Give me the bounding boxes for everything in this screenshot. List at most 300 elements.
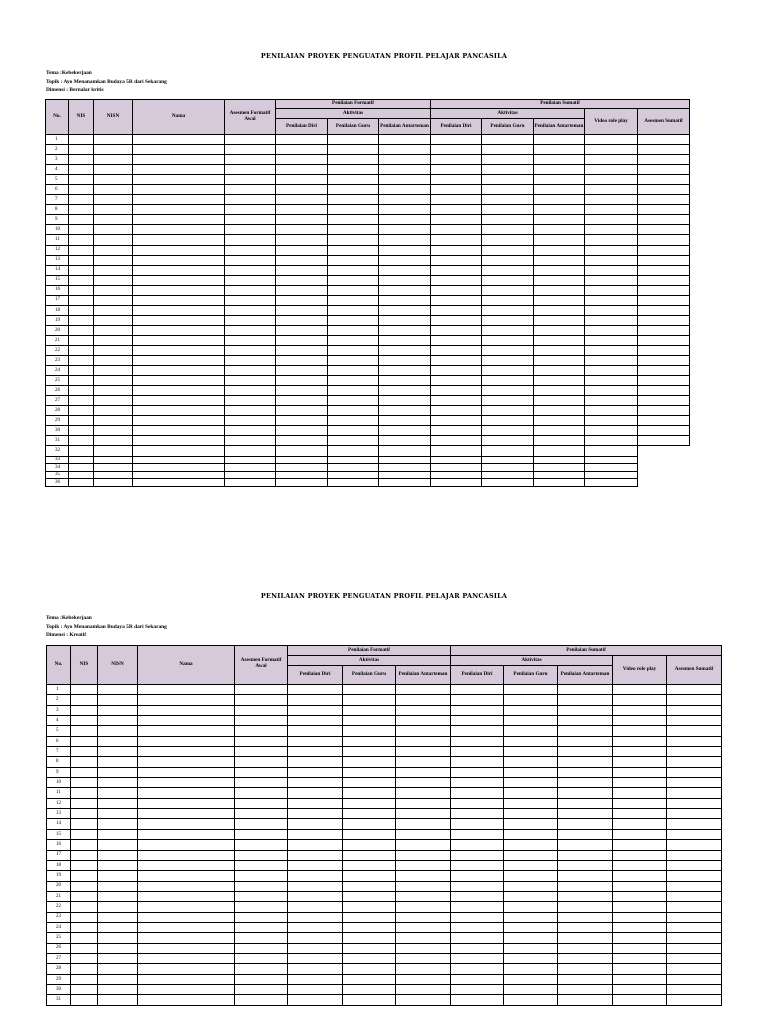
table-cell (638, 376, 690, 386)
table-cell (482, 155, 534, 165)
table-cell (235, 726, 288, 736)
table-cell (534, 235, 585, 245)
table-cell (69, 265, 94, 275)
table-cell (585, 456, 638, 464)
table-cell (225, 446, 276, 456)
table-cell (667, 912, 722, 922)
table-cell (276, 406, 328, 416)
table-cell (288, 860, 343, 870)
table-cell (133, 155, 225, 165)
table-cell (276, 165, 328, 175)
table-cell (379, 366, 431, 376)
row-number: 32 (46, 446, 69, 456)
header-penilaian-sumatif: Penilaian Sumatif (431, 100, 690, 109)
header-nisn: NISN (98, 646, 138, 685)
table-cell (638, 165, 690, 175)
table-cell (288, 695, 343, 705)
table-cell (667, 871, 722, 881)
table-cell (667, 736, 722, 746)
header-penilaian-diri: Penilaian Diri (276, 119, 328, 135)
table-cell (379, 205, 431, 215)
table-cell (94, 295, 133, 305)
table-row (46, 335, 690, 345)
table-cell (613, 850, 667, 860)
row-number: 14 (47, 819, 71, 829)
table-cell (613, 716, 667, 726)
table-cell (133, 479, 225, 487)
table-cell (288, 767, 343, 777)
header-penilaian-sumatif: Penilaian Sumatif (451, 646, 722, 656)
table-cell (94, 315, 133, 325)
table-cell (613, 953, 667, 963)
table-cell (276, 235, 328, 245)
table-cell (94, 175, 133, 185)
table-cell (379, 295, 431, 305)
table-cell (69, 456, 94, 464)
table-cell (504, 747, 558, 757)
table-row (47, 798, 722, 808)
table-cell (396, 757, 451, 767)
row-number: 31 (47, 995, 71, 1005)
table-cell (613, 798, 667, 808)
table-cell (276, 185, 328, 195)
row-number: 1 (46, 135, 69, 145)
table-cell (482, 295, 534, 305)
table-cell (288, 902, 343, 912)
table-cell (431, 471, 482, 479)
table-cell (638, 335, 690, 345)
table-cell (235, 953, 288, 963)
table-cell (638, 464, 690, 472)
table-cell (558, 840, 613, 850)
table-cell (431, 205, 482, 215)
table-row (47, 860, 722, 870)
table-cell (71, 767, 98, 777)
table-cell (133, 386, 225, 396)
row-number: 26 (47, 943, 71, 953)
table-cell (343, 871, 396, 881)
table-cell (71, 902, 98, 912)
table-cell (328, 386, 379, 396)
table-cell (585, 225, 638, 235)
table-cell (225, 416, 276, 426)
table-cell (98, 912, 138, 922)
table-cell (534, 356, 585, 366)
table-row (47, 778, 722, 788)
table-cell (71, 747, 98, 757)
table-cell (98, 850, 138, 860)
table-cell (138, 829, 235, 839)
dimensi-label: Dimensi : Bernalar kritis (46, 87, 104, 94)
table-cell (288, 953, 343, 963)
table-cell (534, 464, 585, 472)
table-cell (482, 479, 534, 487)
table-cell (451, 798, 504, 808)
table-cell (638, 175, 690, 185)
table-cell (94, 215, 133, 225)
table-cell (431, 235, 482, 245)
table-cell (534, 305, 585, 315)
table-cell (482, 436, 534, 446)
table-cell (585, 215, 638, 225)
table-cell (71, 964, 98, 974)
row-number: 28 (47, 964, 71, 974)
table-cell (235, 767, 288, 777)
table-cell (504, 685, 558, 695)
table-cell (558, 705, 613, 715)
table-row (47, 953, 722, 963)
row-number: 25 (46, 376, 69, 386)
table-cell (225, 335, 276, 345)
table-cell (585, 426, 638, 436)
table-cell (558, 933, 613, 943)
table-cell (276, 155, 328, 165)
table-cell (225, 396, 276, 406)
table-cell (638, 446, 690, 456)
table-cell (379, 426, 431, 436)
table-cell (276, 356, 328, 366)
table-cell (98, 943, 138, 953)
table-cell (396, 953, 451, 963)
row-number: 16 (47, 840, 71, 850)
table-cell (343, 933, 396, 943)
table-row (47, 850, 722, 860)
table-cell (71, 757, 98, 767)
table-cell (379, 446, 431, 456)
table-cell (235, 705, 288, 715)
table-cell (138, 995, 235, 1005)
table-cell (133, 145, 225, 155)
table-row (47, 685, 722, 695)
table-cell (638, 195, 690, 205)
table-cell (288, 871, 343, 881)
table-cell (71, 912, 98, 922)
row-number: 18 (46, 305, 69, 315)
table-cell (328, 426, 379, 436)
table-cell (225, 479, 276, 487)
table-cell (133, 471, 225, 479)
table-cell (133, 446, 225, 456)
row-number: 18 (47, 860, 71, 870)
table-row (46, 295, 690, 305)
table-cell (585, 345, 638, 355)
table-cell (534, 315, 585, 325)
table-cell (534, 325, 585, 335)
table-cell (504, 840, 558, 850)
table-cell (667, 788, 722, 798)
table-cell (94, 446, 133, 456)
table-cell (638, 315, 690, 325)
table-cell (585, 406, 638, 416)
table-cell (133, 215, 225, 225)
table-row (47, 705, 722, 715)
table-cell (225, 155, 276, 165)
table-cell (225, 315, 276, 325)
table-cell (451, 974, 504, 984)
table-row (47, 902, 722, 912)
row-number: 1 (47, 685, 71, 695)
header-penilaian-diri: Penilaian Diri (288, 666, 343, 685)
table-row (46, 305, 690, 315)
table-cell (431, 479, 482, 487)
table-cell (613, 840, 667, 850)
table-cell (534, 456, 585, 464)
table-cell (328, 305, 379, 315)
table-cell (94, 356, 133, 366)
table-cell (482, 185, 534, 195)
table-cell (343, 809, 396, 819)
table-cell (328, 325, 379, 335)
table-cell (379, 175, 431, 185)
header-nisn: NISN (94, 100, 133, 135)
table-cell (235, 716, 288, 726)
table-cell (534, 185, 585, 195)
table-cell (667, 726, 722, 736)
table-cell (396, 788, 451, 798)
table-cell (71, 819, 98, 829)
header-penilaian-formatif: Penilaian Formatif (276, 100, 431, 109)
table-cell (482, 366, 534, 376)
row-number: 13 (46, 255, 69, 265)
table-cell (396, 695, 451, 705)
table-row (46, 416, 690, 426)
table-cell (276, 396, 328, 406)
table-cell (585, 135, 638, 145)
table-row (46, 175, 690, 185)
table-cell (133, 376, 225, 386)
table-cell (613, 767, 667, 777)
table-cell (638, 215, 690, 225)
table-cell (343, 881, 396, 891)
table-cell (379, 406, 431, 416)
table-cell (98, 829, 138, 839)
table-cell (558, 757, 613, 767)
table-cell (71, 788, 98, 798)
table-cell (69, 205, 94, 215)
table-cell (288, 933, 343, 943)
table-cell (667, 953, 722, 963)
row-number: 36 (46, 479, 69, 487)
table-cell (379, 215, 431, 225)
table-cell (638, 305, 690, 315)
table-cell (288, 788, 343, 798)
table-cell (396, 716, 451, 726)
table-row (46, 195, 690, 205)
tema-label: Tema :Kebekerjaan (46, 70, 92, 76)
table-cell (667, 716, 722, 726)
table-cell (379, 145, 431, 155)
table-cell (396, 943, 451, 953)
row-number: 10 (47, 778, 71, 788)
table-cell (638, 255, 690, 265)
table-cell (276, 446, 328, 456)
table-cell (558, 974, 613, 984)
table-cell (451, 964, 504, 974)
table-cell (482, 345, 534, 355)
table-cell (235, 912, 288, 922)
header-nis: NIS (69, 100, 94, 135)
table-cell (451, 902, 504, 912)
table-cell (69, 195, 94, 205)
table-cell (276, 305, 328, 315)
table-cell (71, 860, 98, 870)
table-cell (71, 953, 98, 963)
row-number: 3 (47, 705, 71, 715)
table-cell (276, 225, 328, 235)
table-cell (613, 695, 667, 705)
table-cell (379, 325, 431, 335)
table-cell (225, 436, 276, 446)
row-number: 6 (46, 185, 69, 195)
table-cell (94, 165, 133, 175)
table-cell (71, 871, 98, 881)
table-cell (667, 964, 722, 974)
table-cell (534, 265, 585, 275)
table-cell (431, 406, 482, 416)
table-cell (396, 829, 451, 839)
table-cell (343, 695, 396, 705)
table-cell (98, 984, 138, 994)
table-cell (431, 305, 482, 315)
table-cell (534, 145, 585, 155)
table-cell (225, 325, 276, 335)
table-cell (343, 736, 396, 746)
table-cell (482, 245, 534, 255)
table-cell (558, 964, 613, 974)
table-cell (667, 705, 722, 715)
table-cell (482, 396, 534, 406)
table-cell (138, 953, 235, 963)
table-cell (288, 705, 343, 715)
table-row (46, 275, 690, 285)
table-cell (328, 265, 379, 275)
table-cell (504, 995, 558, 1005)
row-number: 5 (47, 726, 71, 736)
table-cell (638, 145, 690, 155)
table-cell (94, 155, 133, 165)
table-cell (451, 891, 504, 901)
table-cell (667, 922, 722, 932)
table-cell (225, 285, 276, 295)
table-cell (225, 406, 276, 416)
table-cell (638, 386, 690, 396)
table-row (46, 406, 690, 416)
table-cell (638, 185, 690, 195)
table-cell (94, 235, 133, 245)
table-cell (638, 456, 690, 464)
table-cell (276, 315, 328, 325)
table-cell (396, 726, 451, 736)
table-cell (94, 225, 133, 235)
table-cell (396, 912, 451, 922)
table-cell (69, 386, 94, 396)
table-row (46, 436, 690, 446)
table-cell (613, 829, 667, 839)
table-cell (276, 366, 328, 376)
tema-label: Tema :Kebekerjaan (46, 615, 92, 621)
table-cell (276, 245, 328, 255)
table-cell (328, 396, 379, 406)
table-cell (98, 995, 138, 1005)
header-penilaian-antarteman: Penilaian Antarteman (558, 666, 613, 685)
table-cell (225, 235, 276, 245)
table-cell (451, 912, 504, 922)
table-cell (451, 840, 504, 850)
table-cell (451, 922, 504, 932)
table-cell (504, 788, 558, 798)
table-cell (138, 860, 235, 870)
table-cell (504, 984, 558, 994)
table-cell (133, 436, 225, 446)
table-cell (558, 902, 613, 912)
table-cell (534, 446, 585, 456)
table-row (47, 767, 722, 777)
table-cell (94, 376, 133, 386)
table-cell (138, 747, 235, 757)
table-cell (235, 964, 288, 974)
table-cell (613, 819, 667, 829)
table-cell (71, 736, 98, 746)
table-cell (431, 295, 482, 305)
table-cell (396, 798, 451, 808)
row-number: 4 (46, 165, 69, 175)
row-number: 25 (47, 933, 71, 943)
table-row (47, 736, 722, 746)
table-row (46, 235, 690, 245)
row-number: 3 (46, 155, 69, 165)
table-cell (235, 902, 288, 912)
row-number: 12 (46, 245, 69, 255)
table-cell (379, 479, 431, 487)
table-cell (504, 716, 558, 726)
table-cell (396, 747, 451, 757)
table-cell (94, 325, 133, 335)
table-cell (534, 295, 585, 305)
table-cell (451, 860, 504, 870)
table-cell (71, 922, 98, 932)
table-cell (69, 325, 94, 335)
table-cell (69, 396, 94, 406)
table-cell (71, 995, 98, 1005)
table-cell (69, 464, 94, 472)
table-cell (328, 471, 379, 479)
table-cell (379, 265, 431, 275)
table-cell (431, 165, 482, 175)
row-number: 33 (46, 456, 69, 464)
table-cell (396, 964, 451, 974)
table-cell (504, 736, 558, 746)
table-cell (504, 881, 558, 891)
table-cell (613, 705, 667, 715)
table-row (46, 426, 690, 436)
table-cell (69, 335, 94, 345)
table-cell (379, 456, 431, 464)
table-cell (98, 736, 138, 746)
table-cell (396, 809, 451, 819)
table-cell (98, 757, 138, 767)
table-cell (288, 840, 343, 850)
table-cell (98, 726, 138, 736)
table-cell (276, 295, 328, 305)
table-cell (667, 850, 722, 860)
row-number: 27 (46, 396, 69, 406)
table-cell (534, 255, 585, 265)
table-cell (504, 964, 558, 974)
table-cell (69, 479, 94, 487)
table-row (46, 386, 690, 396)
table-cell (585, 165, 638, 175)
row-number: 16 (46, 285, 69, 295)
